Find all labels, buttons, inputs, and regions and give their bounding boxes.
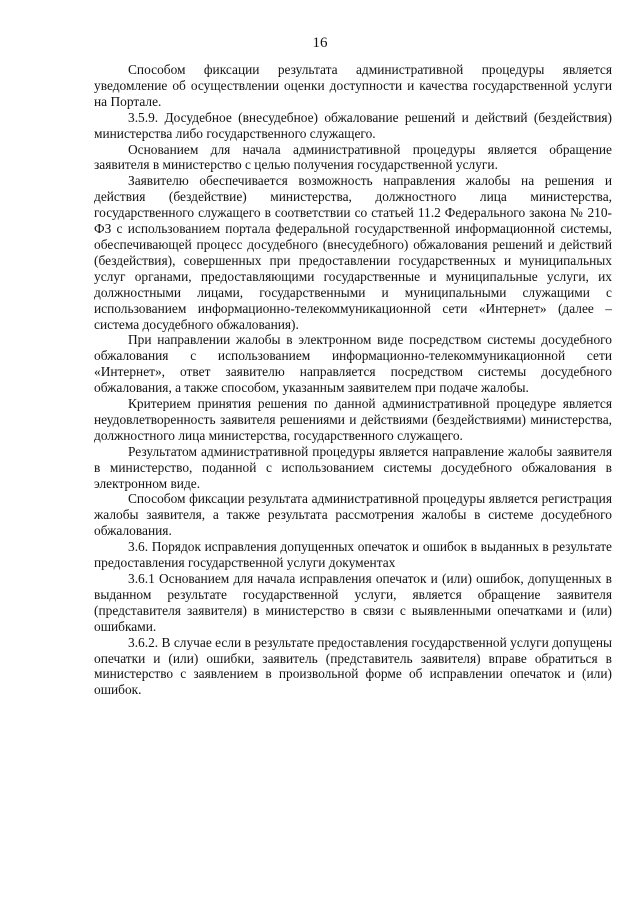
paragraph-decision-criterion: Критерием принятия решения по данной административной процедуре является неудовлетворенность заявителя решениями и действиями (бездействиями) министерства, должностного лица министерства, государственного служащего. <box>94 396 612 443</box>
paragraph-3-6-2: 3.6.2. В случае если в результате предоставления государственной услуги допущены опечатки и (или) ошибки, заявитель (представитель заявителя) вправе обратиться в министерство с заявлением в произвольной форме об исправлении опечаток и (или) ошибок. <box>94 634 612 698</box>
paragraph-3-5-9-heading: 3.5.9. Досудебное (внесудебное) обжалование решений и действий (бездействия) министерства либо государственного служащего. <box>94 109 612 141</box>
paragraph-complaint-possibility: Заявителю обеспечивается возможность направления жалобы на решения и действия (бездействие) министерства, должностного лица министерства, государственного служащего в соответствии со статьей 11.2 Федерального закона № 210-ФЗ с использованием портала федеральной государственной информационной системы, обеспечивающей процесс досудебного (внесудебного) обжалования решений и действий (бездействия), совершенных при предоставлении государственных и муниципальных услуг органами, предоставляющими государственные и муниципальные услуги, их должностными лицами, государственными и муниципальными служащими с использованием информационно-телекоммуникационной сети «Интернет» (далее – система досудебного обжалования). <box>94 173 612 332</box>
paragraph-fixation-result-registration: Способом фиксации результата административной процедуры является регистрация жалобы заявителя, а также результата рассмотрения жалобы в системе досудебного обжалования. <box>94 491 612 539</box>
paragraph-3-6-heading: 3.6. Порядок исправления допущенных опечаток и ошибок в выданных в результате предоставления государственной услуги документах <box>94 539 612 571</box>
paragraph-procedure-result: Результатом административной процедуры является направление жалобы заявителя в министерство, поданной с использованием системы досудебного обжалования в электронном виде. <box>94 443 612 491</box>
paragraph-grounds-start: Основанием для начала административной процедуры является обращение заявителя в министерство с целью получения государственной услуги. <box>94 141 612 173</box>
paragraph-3-6-1: 3.6.1 Основанием для начала исправления опечаток и (или) ошибок, допущенных в выданном результате государственной услуги, является обращение заявителя (представителя заявителя) в министерство в связи с выявленными опечатками и (или) ошибками. <box>94 571 612 634</box>
page-number: 16 <box>312 35 328 51</box>
document-body <box>94 62 612 698</box>
paragraph-fixation-result-assessment: Способом фиксации результата административной процедуры является уведомление об осуществлении оценки доступности и качества государственной услуги на Портале. <box>94 62 612 109</box>
paragraph-electronic-complaint: При направлении жалобы в электронном виде посредством системы досудебного обжалования с использованием информационно-телекоммуникационной сети «Интернет», ответ заявителю направляется посредством системы досудебного обжалования, а также способом, указанным заявителем при подаче жалобы. <box>94 332 612 396</box>
